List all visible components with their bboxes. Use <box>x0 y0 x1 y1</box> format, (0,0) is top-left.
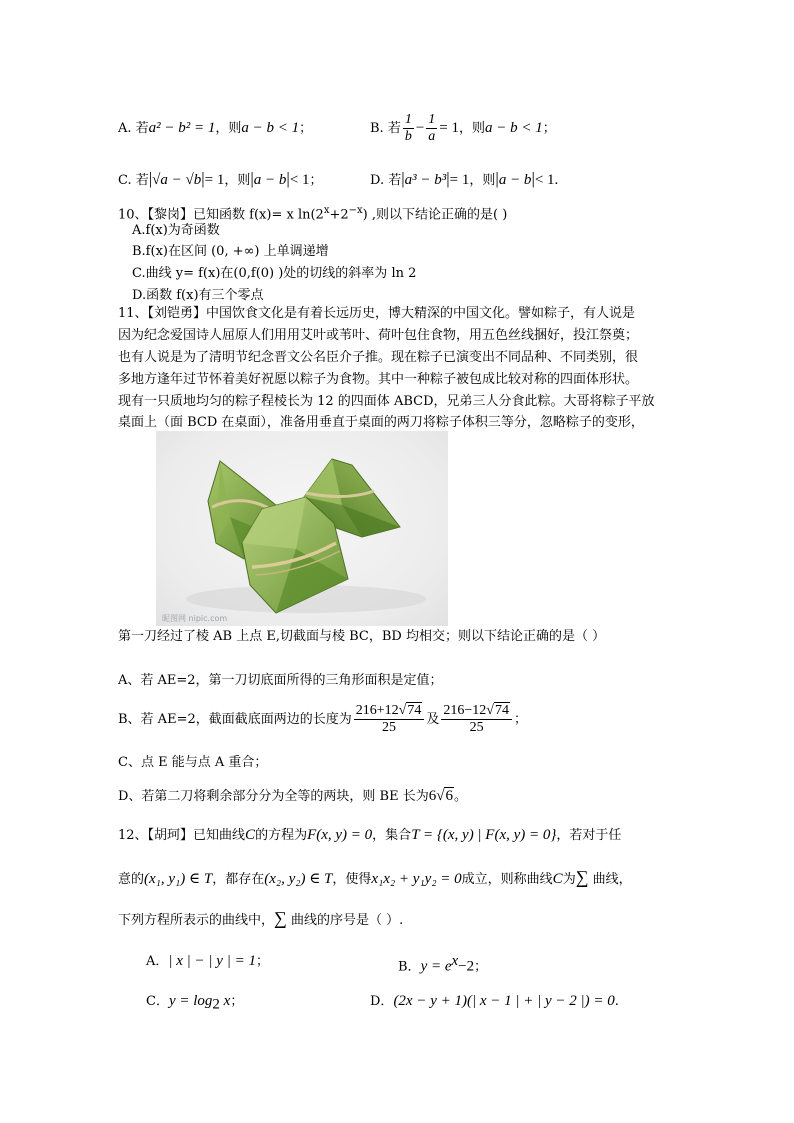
q10-stem-sup1: x <box>323 205 330 216</box>
q10-stem-sup2: −x <box>348 205 363 216</box>
q11-option-d-pre: D、若第二刀将剩余部分分为全等的两块，则 BE 长为 <box>118 789 429 804</box>
q12-l1-C: C <box>245 827 256 843</box>
q12-option-b-end: ； <box>474 959 488 975</box>
q11-option-d-val-r: 6 <box>445 788 453 804</box>
q11-option-b-frac2-num-a: 216−12 <box>443 703 487 718</box>
q9-option-d-expr: a³ − b³ <box>404 172 447 188</box>
q11-option-b-frac1 <box>354 703 425 736</box>
q11-stem-line-4: 多地方逢年过节怀着美好祝愿以粽子为食物。其中一种粽子被包成比较对称的四面体形状。 <box>118 372 639 387</box>
q11-option-c: C、点 E 能与点 A 重合； <box>118 755 268 770</box>
q12-l2-C: C <box>552 871 563 887</box>
q9-option-c-cond: a − b <box>253 172 287 188</box>
q9-option-a <box>118 119 312 138</box>
q10-option-c: C.曲线 y= f(x)在(0,f(0) )处的切线的斜率为 ln 2 <box>132 266 417 281</box>
q12-option-a <box>146 952 269 971</box>
q9-option-c: C. 若|√a − √b|= 1，则|a − b|< 1； <box>118 169 323 188</box>
q12-l2-c: ，使得 <box>332 872 372 887</box>
q9-option-b-frac2-num: 1 <box>428 112 436 127</box>
q11-stem-line-1: 11、【刘铠勇】中国饮食文化是有着长远历史，博大精深的中国文化。譬如粽子，有人说是 <box>118 306 636 321</box>
q12-l2-f: 曲线， <box>588 872 632 887</box>
q9-option-a-label: A. 若 <box>118 121 149 136</box>
q9-option-d-cond2: < 1. <box>534 172 559 188</box>
q10-stem-mid: +2 <box>329 207 349 223</box>
q11-option-b-frac1-num: 216+12√74 <box>354 703 425 720</box>
q12-l2-b: ，都存在 <box>212 872 265 887</box>
q10-stem <box>118 202 507 224</box>
q12-option-b-expr: y = e <box>420 958 452 975</box>
q12-line-2 <box>118 868 632 889</box>
q11-option-b-mid: 及 <box>426 712 440 727</box>
q11-option-d-val-a: 6 <box>428 788 437 804</box>
q9-option-c-expr: √a − √b <box>152 172 202 188</box>
q9-option-a-expr: a² − b² = 1 <box>148 120 216 136</box>
q9-option-d-cond: a − b <box>498 172 532 188</box>
q9-option-a-end: ； <box>299 121 313 136</box>
q12-option-c-rest: x <box>219 993 231 1009</box>
q11-option-b-frac1-num-a: 216+12 <box>355 703 399 718</box>
q10-stem-b: ) ,则以下结论正确的是( ) <box>362 207 508 223</box>
q12-line-1 <box>118 826 621 845</box>
q9-option-b-frac1-num: 1 <box>404 112 412 127</box>
q9-option-b-end: ； <box>542 121 556 136</box>
q11-option-a: A、若 AE=2，第一刀切底面所得的三角形面积是定值； <box>118 673 443 688</box>
q11-option-b-frac2-den: 25 <box>469 720 484 735</box>
q9-option-b-eq: = 1 <box>439 120 460 136</box>
q12-l2-d: 成立，则称曲线 <box>461 872 553 887</box>
q12-option-b-sup: x <box>451 953 459 969</box>
q11-option-d <box>118 787 467 806</box>
q12-l2-p2: (x₂, y₂) ∈ T <box>264 871 333 887</box>
q12-option-d-end: . <box>614 994 619 1009</box>
q11-option-b <box>118 700 527 740</box>
q12-option-b <box>398 952 487 976</box>
zongzi-photo <box>156 431 448 626</box>
q11-option-b-frac2-num-r: 74 <box>494 703 509 718</box>
q11-option-b-frac2 <box>441 703 512 736</box>
q10-option-d: D.函数 f(x)有三个零点 <box>132 288 264 303</box>
q9-option-b-frac1-den: b <box>404 129 412 144</box>
q9-option-d-mid: ，则 <box>469 173 496 188</box>
q11-stem-line-3: 也有人说是为了清明节纪念晋文公名臣介子推。现在粽子已演变出不同品种、不同类别，很 <box>118 350 639 365</box>
q9-option-a-mid: ，则 <box>215 121 242 136</box>
q12-l1-a: 12、【胡珂】已知曲线 <box>118 828 246 843</box>
q12-l2-e: 为 <box>562 872 576 887</box>
q10-option-b: B.f(x)在区间 (0, +∞) 上单调递增 <box>132 244 329 259</box>
q12-option-a-end: ； <box>255 954 269 969</box>
q11-stem-line-2: 因为纪念爱国诗人屈原人们用用艾叶或苇叶、荷叶包住食物，用五色丝线捆好，投江祭奠； <box>118 328 639 343</box>
q12-option-d <box>370 992 619 1011</box>
q12-l1-eq: F(x, y) = 0 <box>307 827 373 843</box>
q12-option-b-label: B． <box>398 959 421 975</box>
q11-stem-line-5: 现有一只质地均匀的粽子程棱长为 12 的四面体 ABCD，兄弟三人分食此粽。大哥将粽子平放 <box>118 394 655 409</box>
q12-l3-a: 下列方程所表示的曲线中， <box>118 913 275 928</box>
q12-l2-p1: (x₁, y₁) ∈ T <box>144 871 213 887</box>
q12-l2-eq: x₁x₂ + y₁y₂ = 0 <box>371 871 462 887</box>
q12-l2-sigma: ∑ <box>575 867 589 887</box>
q9-option-c-end: ； <box>309 173 323 188</box>
q9-option-d-eq: = 1 <box>449 172 470 188</box>
q9-option-b-mid: ，则 <box>459 121 486 136</box>
q12-option-d-expr: (2x − y + 1)(| x − 1 | + | y − 2 |) = 0 <box>393 993 615 1009</box>
q9-option-c-mid: ，则 <box>224 173 251 188</box>
photo-watermark: 昵图网 nipic.com <box>162 614 228 623</box>
q11-after-image: 第一刀经过了棱 AB 上点 E,切截面与棱 BC，BD 均相交；则以下结论正确的是（ ） <box>118 629 606 644</box>
q9-option-d-label: D. 若 <box>370 173 402 188</box>
q10-stem-a: 10、【黎岗】已知函数 f(x)= x ln(2 <box>118 207 324 223</box>
q9-option-a-cond: a − b < 1 <box>241 120 300 136</box>
q12-l3-b: 曲线的序号是（ ）. <box>286 913 404 928</box>
q11-option-b-pre: B、若 AE=2，截面截底面两边的长度为 <box>118 712 352 727</box>
q12-option-c-expr: y = log <box>168 993 213 1009</box>
q11-option-d-val: 6√6 <box>428 788 453 804</box>
q12-l3-sigma: ∑ <box>274 908 287 928</box>
q9-option-b-cond: a − b < 1 <box>485 120 543 136</box>
q12-l1-b: 的方程为 <box>255 828 308 843</box>
q12-option-b-rest: −2 <box>458 958 475 975</box>
q9-option-c-label: C. 若 <box>118 173 149 188</box>
q12-option-a-expr: | x | − | y | = 1 <box>168 953 256 969</box>
q11-option-b-frac1-den: 25 <box>382 720 397 735</box>
q12-option-c-end: ； <box>230 994 244 1009</box>
zongzi-illustration <box>156 431 448 626</box>
q12-l1-set: T = {(x, y) | F(x, y) = 0} <box>411 827 557 843</box>
q9-option-d: D. 若|a³ − b³|= 1，则|a − b|< 1. <box>370 169 559 188</box>
q12-l1-c: ，集合 <box>372 828 412 843</box>
q12-line-3 <box>118 909 403 930</box>
q12-l1-d: ，若对于任 <box>556 828 622 843</box>
q11-option-b-frac1-num-r: 74 <box>407 703 422 718</box>
q12-l2-a: 意的 <box>118 872 145 887</box>
q9-option-c-eq: = 1 <box>204 172 225 188</box>
q11-option-b-end: ； <box>513 712 527 727</box>
q11-option-b-frac2-num: 216−12√74 <box>441 703 512 720</box>
q9-option-b: B. 若 $\frac{1}{b}$ − $\frac{1}{a}$ = 1，则a − b < 1； <box>370 112 556 144</box>
q9-option-b-label: B. 若 <box>370 121 401 136</box>
q9-option-b-frac1 <box>403 112 414 145</box>
q10-option-a: A.f(x)为奇函数 <box>132 223 220 238</box>
q12-option-d-label: D． <box>370 994 394 1009</box>
q12-option-c-label: C． <box>146 994 169 1009</box>
q9-option-c-cond2: < 1 <box>289 172 310 188</box>
q11-stem-line-6: 桌面上（面 BCD 在桌面），准备用垂直于桌面的两刀将粽子体积三等分，忽略粽子的变形， <box>118 415 644 430</box>
q9-option-b-frac2-den: a <box>428 129 436 144</box>
q12-option-c-sub: 2 <box>212 996 220 1013</box>
q12-option-a-label: A． <box>146 954 169 969</box>
q11-option-d-end: 。 <box>453 789 467 804</box>
q9-option-b-frac2 <box>426 112 437 145</box>
q12-option-c <box>146 992 243 1014</box>
